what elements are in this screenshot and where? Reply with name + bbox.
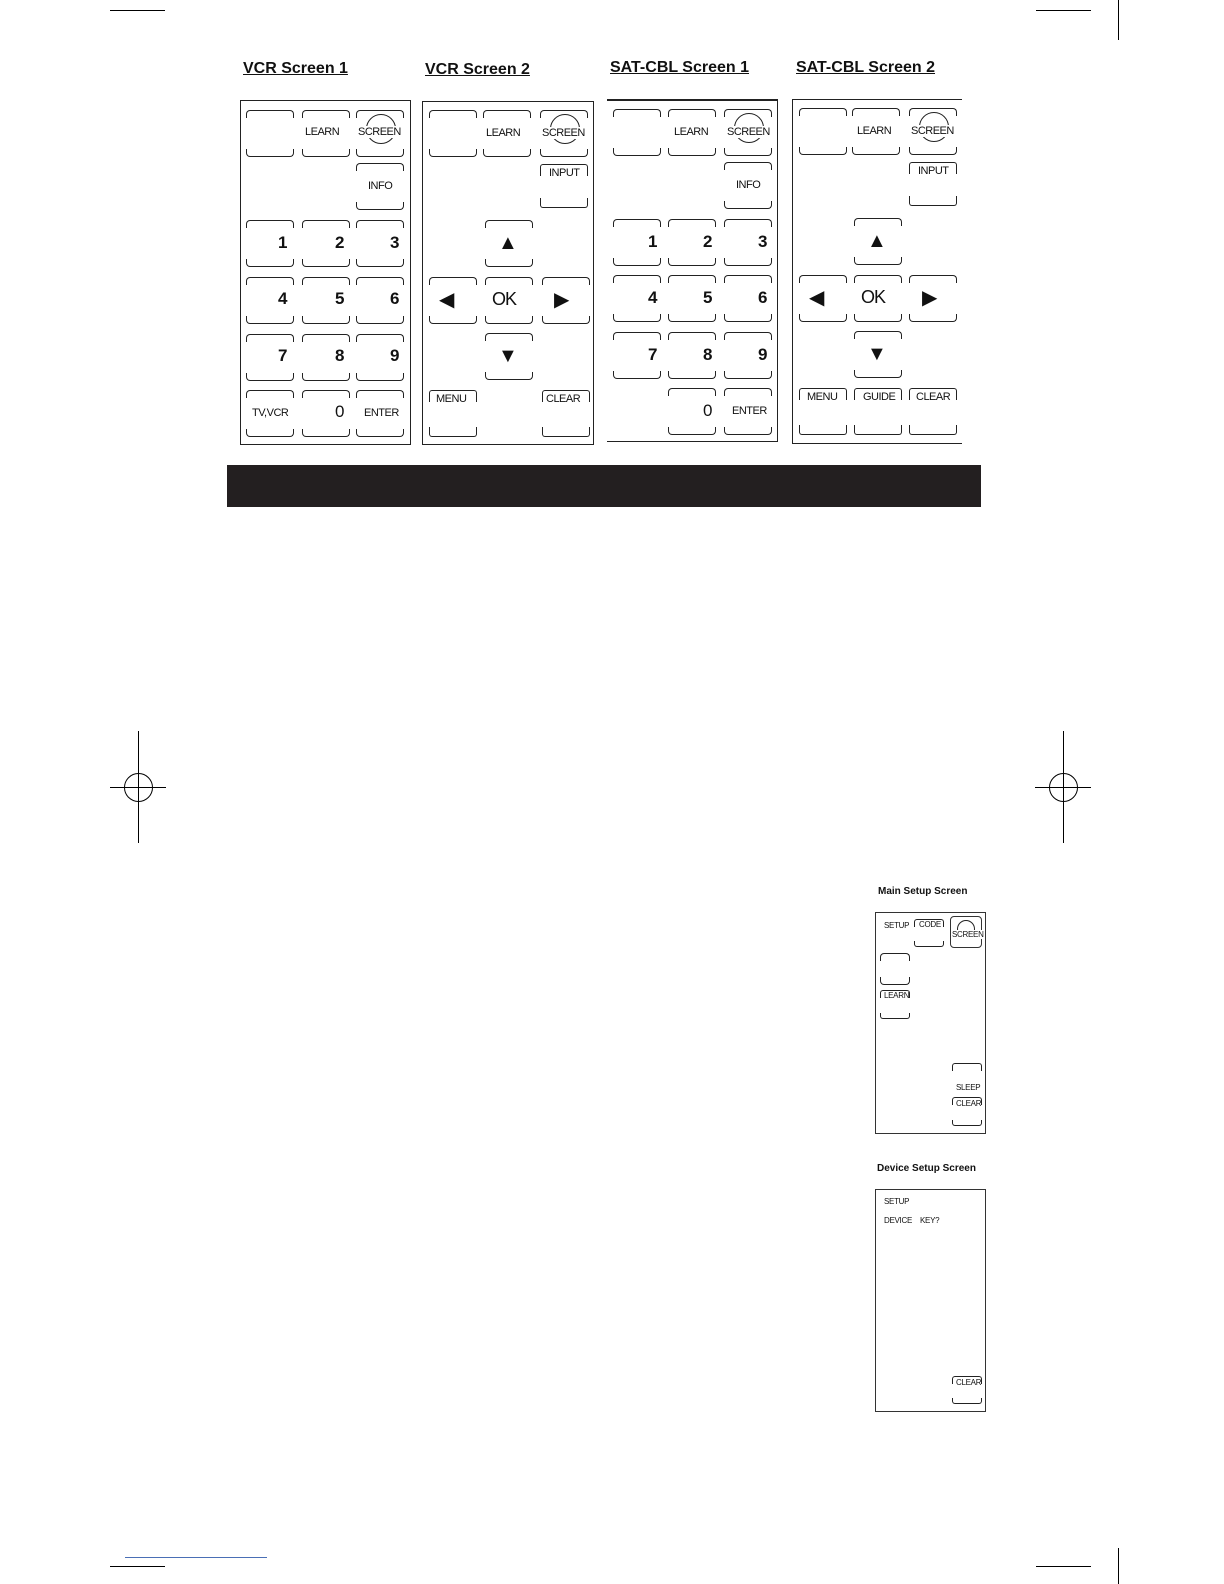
learn-label: LEARN bbox=[857, 125, 892, 137]
crop-mark bbox=[1036, 10, 1091, 11]
info-button[interactable] bbox=[356, 163, 404, 210]
learn-button[interactable] bbox=[483, 110, 531, 157]
sat-cbl-screen-2 bbox=[792, 99, 962, 444]
blank-button[interactable] bbox=[613, 109, 661, 156]
down-button[interactable] bbox=[854, 331, 902, 378]
panel-title: VCR Screen 2 bbox=[425, 61, 530, 78]
screen-button[interactable] bbox=[950, 916, 982, 948]
digit-5-button[interactable] bbox=[668, 275, 716, 322]
screen-button[interactable] bbox=[724, 109, 772, 156]
info-button[interactable] bbox=[724, 162, 772, 209]
menu-label: MENU bbox=[436, 393, 467, 405]
digit-label: 8 bbox=[703, 345, 713, 364]
right-arrow-icon: ▶ bbox=[554, 289, 570, 311]
screen-button[interactable] bbox=[356, 110, 404, 157]
digit-4-button[interactable] bbox=[246, 277, 294, 324]
menu-button-base bbox=[429, 427, 477, 437]
screen-label: SCREEN bbox=[952, 930, 984, 939]
ok-button[interactable] bbox=[485, 277, 533, 324]
left-arrow-icon: ◀ bbox=[439, 289, 455, 311]
learn-button[interactable] bbox=[668, 109, 716, 156]
learn-label: LEARN bbox=[305, 126, 340, 138]
learn-button[interactable] bbox=[302, 110, 350, 157]
digit-label: 4 bbox=[278, 289, 288, 308]
setup-label: SETUP bbox=[884, 1197, 910, 1206]
clear-label: CLEAR bbox=[956, 1378, 982, 1387]
clear-label: CLEAR bbox=[916, 391, 951, 403]
main-setup-screen bbox=[875, 912, 986, 1134]
panel-title: VCR Screen 1 bbox=[243, 60, 348, 77]
learn-label: LEARN bbox=[486, 127, 521, 139]
digit-1-button[interactable] bbox=[613, 219, 661, 266]
sleep-label: SLEEP bbox=[956, 1083, 981, 1092]
digit-label: 5 bbox=[703, 288, 713, 307]
digit-label: 9 bbox=[390, 346, 400, 365]
crop-mark bbox=[110, 1566, 165, 1567]
sleep-button[interactable] bbox=[952, 1063, 982, 1071]
blank-button[interactable] bbox=[429, 110, 477, 157]
digit-label: 0 bbox=[335, 402, 345, 421]
digit-label: 0 bbox=[703, 401, 713, 420]
guide-button-base bbox=[854, 425, 902, 435]
input-button-base bbox=[540, 198, 588, 208]
crop-mark bbox=[1118, 1548, 1119, 1584]
clear-button-base bbox=[909, 425, 957, 435]
input-button-base bbox=[909, 196, 957, 206]
ok-label: OK bbox=[861, 287, 886, 307]
screen-label: SCREEN bbox=[542, 127, 585, 139]
screen-label: SCREEN bbox=[358, 126, 401, 138]
ok-label: OK bbox=[492, 289, 517, 309]
up-button[interactable] bbox=[854, 218, 902, 265]
digit-0-button[interactable] bbox=[302, 390, 350, 437]
digit-9-button[interactable] bbox=[724, 332, 772, 379]
digit-label: 1 bbox=[278, 233, 288, 252]
clear-label: CLEAR bbox=[546, 393, 581, 405]
section-header-bar bbox=[227, 465, 981, 507]
digit-label: 6 bbox=[390, 289, 400, 308]
info-label: INFO bbox=[368, 180, 393, 192]
digit-5-button[interactable] bbox=[302, 277, 350, 324]
right-button[interactable] bbox=[542, 277, 590, 324]
digit-label: 1 bbox=[648, 232, 658, 251]
screen-button[interactable] bbox=[909, 108, 957, 155]
learn-button-base bbox=[880, 1013, 910, 1019]
crop-mark bbox=[1036, 1566, 1091, 1567]
learn-label: LEARN bbox=[674, 126, 709, 138]
down-arrow-icon: ▼ bbox=[498, 345, 518, 367]
tv-vcr-label: TV,VCR bbox=[252, 407, 289, 419]
learn-label: LEARN bbox=[884, 991, 910, 1000]
menu-label: MENU bbox=[807, 391, 838, 403]
digit-2-button[interactable] bbox=[668, 219, 716, 266]
screen-label: SCREEN bbox=[911, 125, 954, 137]
down-button[interactable] bbox=[485, 333, 533, 380]
ok-button[interactable] bbox=[854, 275, 902, 322]
input-label: INPUT bbox=[918, 165, 949, 177]
sat-cbl-screen-1 bbox=[607, 99, 778, 442]
vcr-screen-1 bbox=[240, 100, 411, 445]
key-label: KEY? bbox=[920, 1216, 940, 1225]
screen-label: SCREEN bbox=[727, 126, 770, 138]
clear-button-base bbox=[952, 1120, 982, 1126]
digit-label: 2 bbox=[703, 232, 713, 251]
registration-mark bbox=[124, 773, 153, 802]
up-button[interactable] bbox=[485, 220, 533, 267]
enter-button[interactable] bbox=[724, 388, 772, 435]
footer-rule bbox=[125, 1557, 267, 1558]
digit-8-button[interactable] bbox=[302, 334, 350, 381]
info-label: INFO bbox=[736, 179, 761, 191]
digit-label: 9 bbox=[758, 345, 768, 364]
digit-8-button[interactable] bbox=[668, 332, 716, 379]
digit-label: 5 bbox=[335, 289, 345, 308]
digit-label: 2 bbox=[335, 233, 345, 252]
clear-button-base bbox=[542, 427, 590, 437]
digit-3-button[interactable] bbox=[356, 220, 404, 267]
right-button[interactable] bbox=[909, 275, 957, 322]
menu-button-base bbox=[799, 425, 847, 435]
left-button[interactable] bbox=[799, 275, 847, 322]
down-arrow-icon: ▼ bbox=[867, 343, 887, 365]
screen-button[interactable] bbox=[540, 110, 588, 157]
vcr-screen-2 bbox=[422, 101, 594, 445]
registration-mark bbox=[1049, 773, 1078, 802]
blank-button[interactable] bbox=[880, 953, 910, 985]
crop-mark bbox=[1118, 0, 1119, 40]
digit-4-button[interactable] bbox=[613, 275, 661, 322]
digit-0-button[interactable] bbox=[668, 388, 716, 435]
device-label: DEVICE bbox=[884, 1216, 912, 1225]
digit-label: 7 bbox=[278, 346, 288, 365]
learn-button[interactable] bbox=[852, 108, 900, 155]
clear-button-base bbox=[952, 1398, 982, 1404]
digit-9-button[interactable] bbox=[356, 334, 404, 381]
digit-label: 3 bbox=[390, 233, 400, 252]
blank-button[interactable] bbox=[799, 108, 847, 155]
digit-3-button[interactable] bbox=[724, 219, 772, 266]
setup-label: SETUP bbox=[884, 921, 910, 930]
up-arrow-icon: ▲ bbox=[867, 230, 887, 252]
digit-label: 6 bbox=[758, 288, 768, 307]
digit-2-button[interactable] bbox=[302, 220, 350, 267]
digit-6-button[interactable] bbox=[356, 277, 404, 324]
input-label: INPUT bbox=[549, 167, 580, 179]
up-arrow-icon: ▲ bbox=[498, 232, 518, 254]
digit-6-button[interactable] bbox=[724, 275, 772, 322]
code-button-base bbox=[914, 941, 944, 947]
right-arrow-icon: ▶ bbox=[922, 287, 938, 309]
panel-title: SAT-CBL Screen 1 bbox=[610, 59, 750, 76]
digit-1-button[interactable] bbox=[246, 220, 294, 267]
enter-label: ENTER bbox=[364, 407, 399, 419]
device-setup-screen bbox=[875, 1189, 986, 1412]
blank-button[interactable] bbox=[246, 110, 294, 157]
left-arrow-icon: ◀ bbox=[809, 287, 825, 309]
code-label: CODE bbox=[919, 920, 941, 929]
device-setup-title: Device Setup Screen bbox=[877, 1163, 976, 1174]
clear-label: CLEAR bbox=[956, 1099, 982, 1108]
enter-button[interactable] bbox=[356, 390, 404, 437]
panel-title: SAT-CBL Screen 2 bbox=[796, 59, 936, 76]
left-button[interactable] bbox=[429, 277, 477, 324]
main-setup-title: Main Setup Screen bbox=[878, 886, 968, 897]
enter-label: ENTER bbox=[732, 405, 767, 417]
guide-label: GUIDE bbox=[863, 391, 896, 403]
digit-7-button[interactable] bbox=[613, 332, 661, 379]
crop-mark bbox=[110, 10, 165, 11]
digit-7-button[interactable] bbox=[246, 334, 294, 381]
digit-label: 7 bbox=[648, 345, 658, 364]
digit-label: 4 bbox=[648, 288, 658, 307]
digit-label: 3 bbox=[758, 232, 768, 251]
tv-vcr-button[interactable] bbox=[246, 390, 294, 437]
digit-label: 8 bbox=[335, 346, 345, 365]
